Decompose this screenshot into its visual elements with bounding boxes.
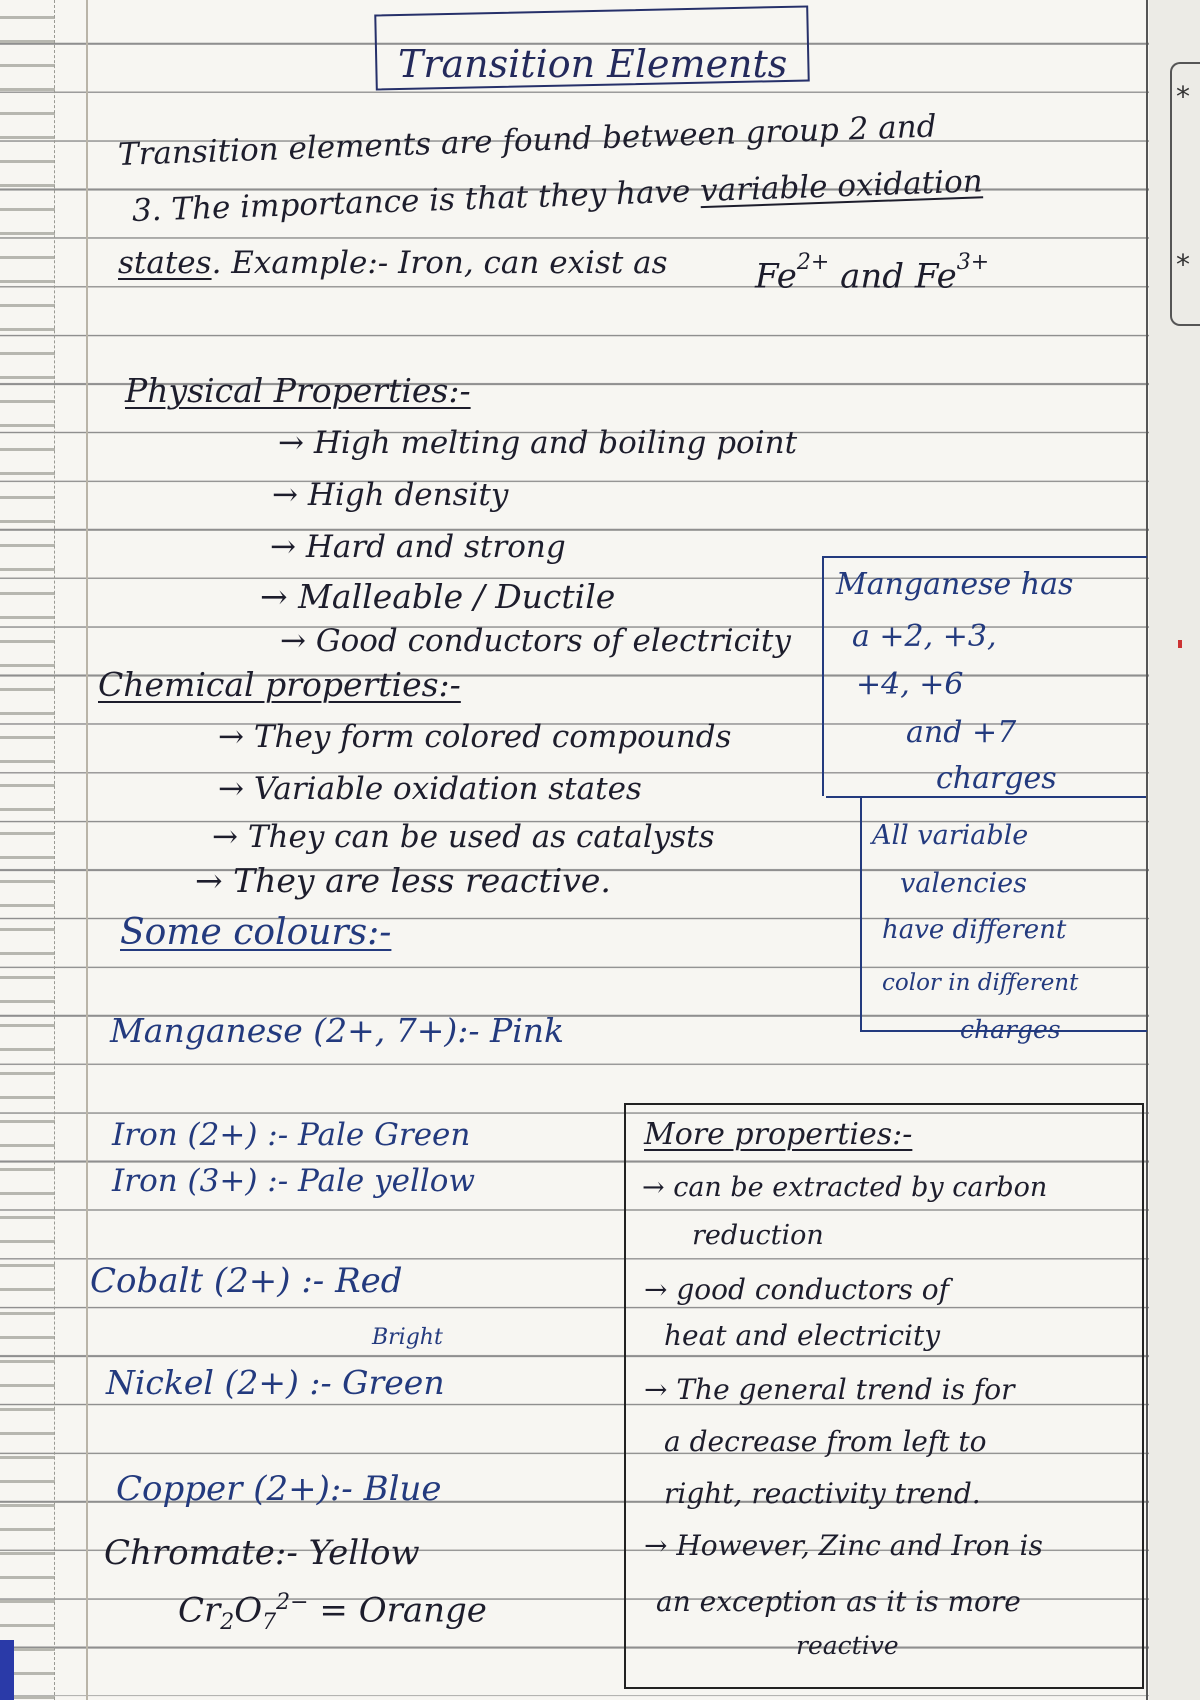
colour-iron-2: Iron (2+) :- Pale Green: [112, 1117, 471, 1153]
more-properties-line: a decrease from left to: [664, 1425, 987, 1458]
intro-line-2: 3. The importance is that they have variable oxidation: [131, 163, 984, 229]
more-properties-line: an exception as it is more: [656, 1585, 1021, 1618]
physical-item: → Malleable / Ductile: [260, 577, 616, 616]
more-properties-line: right, reactivity trend.: [664, 1477, 981, 1510]
colour-chromate: Chromate:- Yellow: [104, 1533, 420, 1573]
physical-item: → Hard and strong: [270, 529, 566, 565]
physical-item: → High density: [272, 477, 509, 513]
colour-manganese: Manganese (2+, 7+):- Pink: [110, 1011, 565, 1050]
physical-heading: Physical Properties:-: [125, 371, 471, 410]
chemical-item: → Variable oxidation states: [218, 771, 642, 807]
more-properties-line: heat and electricity: [664, 1319, 941, 1352]
page-title: Transition Elements: [398, 42, 788, 86]
colour-cobalt: Cobalt (2+) :- Red: [90, 1261, 403, 1301]
manganese-line: +4, +6: [856, 667, 964, 702]
colour-copper: Copper (2+):- Blue: [116, 1469, 442, 1509]
manganese-line: charges: [936, 761, 1057, 796]
colour-nickel-note: Bright: [372, 1325, 443, 1350]
page-corner-shadow: [0, 1640, 14, 1700]
star-mark: *: [1176, 248, 1190, 281]
iron-ions: $Fe^{2+}$ and $Fe^{3+}$: [755, 250, 990, 297]
more-properties-line: reduction: [692, 1220, 824, 1251]
red-mark: [1178, 640, 1182, 648]
manganese-note: charges: [960, 1015, 1061, 1044]
chemical-item: → They can be used as catalysts: [212, 819, 715, 855]
margin-line: [86, 0, 88, 1700]
more-properties-line: → good conductors of: [644, 1273, 950, 1306]
chemical-item: → They are less reactive.: [195, 861, 611, 900]
manganese-line: Manganese has: [836, 567, 1074, 602]
star-mark: *: [1176, 80, 1190, 113]
manganese-line: a +2, +3,: [852, 619, 997, 654]
more-properties-line: → can be extracted by carbon: [642, 1172, 1048, 1203]
manganese-line: and +7: [906, 715, 1017, 750]
chemical-item: → They form colored compounds: [218, 719, 732, 755]
manganese-note: valencies: [900, 868, 1027, 899]
manganese-note: All variable: [872, 820, 1029, 851]
physical-item: → Good conductors of electricity: [280, 623, 791, 659]
manganese-note: have different: [882, 915, 1067, 945]
intro-line-1: Transition elements are found between group 2 and: [117, 108, 938, 173]
physical-item: → High melting and boiling point: [278, 425, 798, 461]
intro-line-3: states. Example:- Iron, can exist as: [118, 245, 668, 281]
manganese-note: color in different: [882, 970, 1079, 996]
more-properties-line: → The general trend is for: [644, 1373, 1015, 1406]
more-properties-heading: More properties:-: [644, 1117, 913, 1152]
spiral-binding: [0, 0, 55, 1700]
more-properties-line: → However, Zinc and Iron is: [644, 1529, 1043, 1562]
chemical-heading: Chemical properties:-: [98, 665, 461, 704]
colour-dichromate: $Cr_2O_7^{2-}$ = Orange: [178, 1590, 487, 1636]
colour-iron-3: Iron (3+) :- Pale yellow: [112, 1163, 476, 1199]
colours-heading: Some colours:-: [120, 912, 392, 953]
more-properties-line: reactive: [796, 1631, 899, 1660]
colour-nickel: Nickel (2+) :- Green: [106, 1363, 445, 1402]
